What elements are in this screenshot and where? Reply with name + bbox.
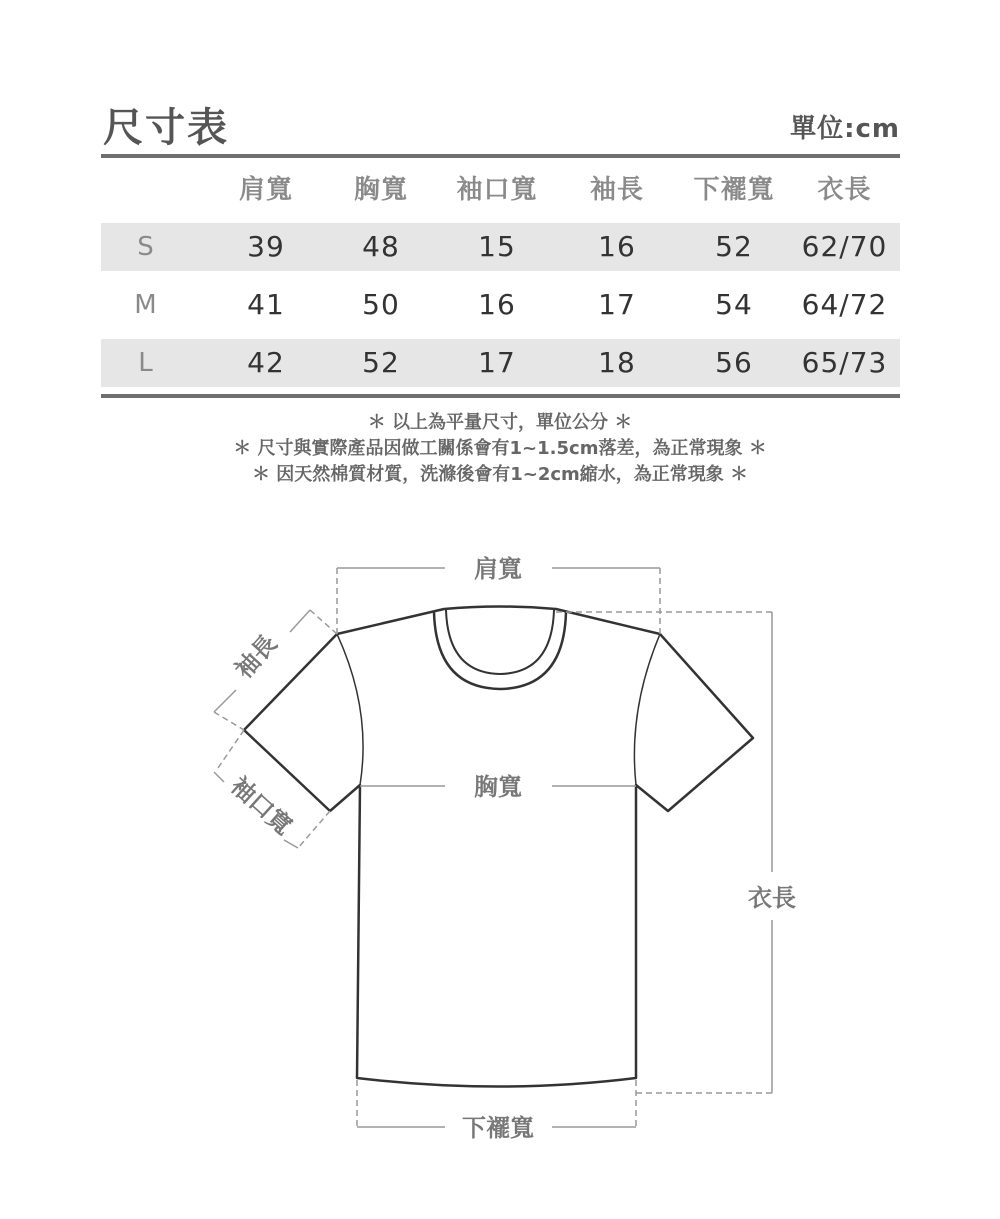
value-hem: 56: [715, 346, 753, 379]
tshirt-outline: [244, 607, 753, 1087]
header-cuff: 袖口寬: [456, 175, 538, 205]
value-hem: 54: [715, 288, 753, 321]
size-label: M: [134, 290, 158, 320]
chest-label: 胸寬: [474, 773, 522, 801]
page-title: 尺寸表: [103, 105, 229, 151]
size-label: S: [137, 232, 155, 262]
header-length: 衣長: [817, 175, 872, 205]
header-hem: 下襬寬: [693, 175, 775, 205]
value-chest: 50: [362, 288, 400, 321]
cuff-label: 袖口寬: [225, 771, 298, 841]
note-line: ＊ 尺寸與實際產品因做工關係會有1~1.5cm落差，為正常現象 ＊: [233, 438, 767, 459]
note-line: ＊ 以上為平量尺寸，單位公分 ＊: [367, 412, 633, 433]
hem-label: 下襬寬: [462, 1114, 534, 1142]
value-sleeve: 18: [598, 346, 636, 379]
value-cuff: 16: [478, 288, 516, 321]
size-label: L: [138, 348, 154, 378]
value-cuff: 15: [478, 230, 516, 263]
value-length: 65/73: [801, 346, 888, 379]
value-sleeve: 17: [598, 288, 636, 321]
value-shoulder: 42: [247, 346, 285, 379]
value-length: 62/70: [801, 230, 888, 263]
header-chest: 胸寬: [353, 175, 408, 205]
value-cuff: 17: [478, 346, 516, 379]
value-chest: 52: [362, 346, 400, 379]
value-chest: 48: [362, 230, 400, 263]
header-shoulder: 肩寬: [238, 175, 293, 205]
unit-label: 單位:cm: [790, 114, 900, 144]
shoulder-label: 肩寬: [474, 555, 522, 583]
header-sleeve: 袖長: [589, 175, 644, 205]
value-length: 64/72: [801, 288, 888, 321]
value-hem: 52: [715, 230, 753, 263]
note-line: ＊ 因天然棉質材質，洗滌後會有1~2cm縮水，為正常現象 ＊: [251, 464, 749, 485]
value-shoulder: 39: [247, 230, 285, 263]
length-label: 衣長: [748, 884, 796, 912]
value-shoulder: 41: [247, 288, 285, 321]
value-sleeve: 16: [598, 230, 636, 263]
sleeve-length-label: 袖長: [229, 629, 283, 684]
